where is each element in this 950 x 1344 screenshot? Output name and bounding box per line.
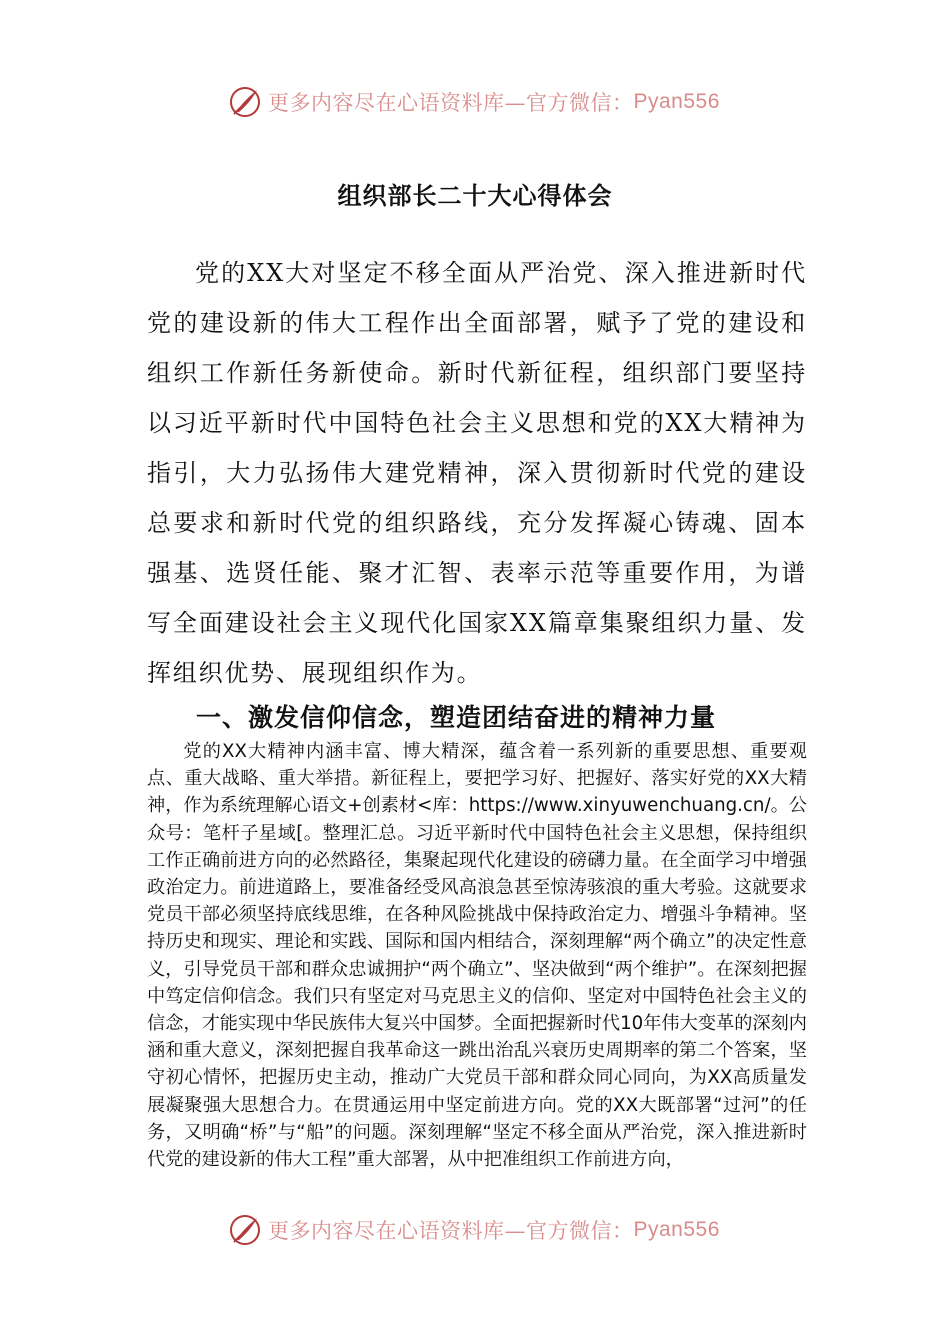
- header-watermark-banner: [228, 82, 728, 122]
- quill-pen-logo-icon: [228, 1213, 262, 1247]
- quill-pen-logo-icon: [228, 85, 262, 119]
- section-1-body: 党的XX大精神内涵丰富、博大精深，蕴含着一系列新的重要思想、重要观点、重大战略、重大举措。新征程上，要把学习好、把握好、落实好党的XX大精神，作为系统理解心语文+创素材<库：https://www.xinyuwenchuang.cn/。公众号：笔杆子星域[。整理汇总。习近平新时代中国特色社会主义思想，保持组织工作正确前进方向的必然路径，集聚起现代化建设的磅礴力量。在全面学习中增强政治定力。前进道路上，要准备经受风高浪急甚至惊涛骇浪的重大考验。这就要求党员干部必须坚持底线思维，在各种风险挑战中保持政治定力、增强斗争精神。坚持历史和现实、理论和实践、国际和国内相结合，深刻理解“两个确立”的决定性意义，引导党员干部和群众忠诚拥护“两个确立”、坚决做到“两个维护”。在深刻把握中笃定信仰信念。我们只有坚定对马克思主义的信仰、坚定对中国特色社会主义的信念，才能实现中华民族伟大复兴中国梦。全面把握新时代10年伟大变革的深刻内涵和重大意义，深刻把握自我革命这一跳出治乱兴衰历史周期率的第二个答案，坚守初心情怀，把握历史主动，推动广大党员干部和群众同心同向，为XX高质量发展凝聚强大思想合力。在贯通运用中坚定前进方向。党的XX大既部署“过河”的任务，又明确“桥”与“船”的问题。深刻理解“坚定不移全面从严治党，深入推进新时代党的建设新的伟大工程”重大部署，从中把准组织工作前进方向，: [147, 741, 807, 1171]
- document-title: 组织部长二十大心得体会: [337, 181, 613, 210]
- header-wechat-id: Pyan556: [633, 90, 720, 113]
- footer-banner-text: 更多内容尽在心语资料库—官方微信：: [268, 1219, 634, 1243]
- header-banner-text: 更多内容尽在心语资料库—官方微信：: [268, 91, 634, 115]
- footer-watermark-banner: [228, 1210, 728, 1250]
- section-1-heading: 一、激发信仰信念，塑造团结奋进的精神力量: [196, 703, 717, 732]
- footer-wechat-id: Pyan556: [633, 1218, 720, 1241]
- intro-paragraph: 党的XX大对坚定不移全面从严治党、深入推进新时代党的建设新的伟大工程作出全面部署，赋予了党的建设和组织工作新任务新使命。新时代新征程，组织部门要坚持以习近平新时代中国特色社会主义思想和党的XX大精神为指引，大力弘扬伟大建党精神，深入贯彻新时代党的建设总要求和新时代党的组织路线，充分发挥凝心铸魂、固本强基、选贤任能、聚才汇智、表率示范等重要作用，为谱写全面建设社会主义现代化国家XX篇章集聚组织力量、发挥组织优势、展现组织作为。: [147, 259, 807, 687]
